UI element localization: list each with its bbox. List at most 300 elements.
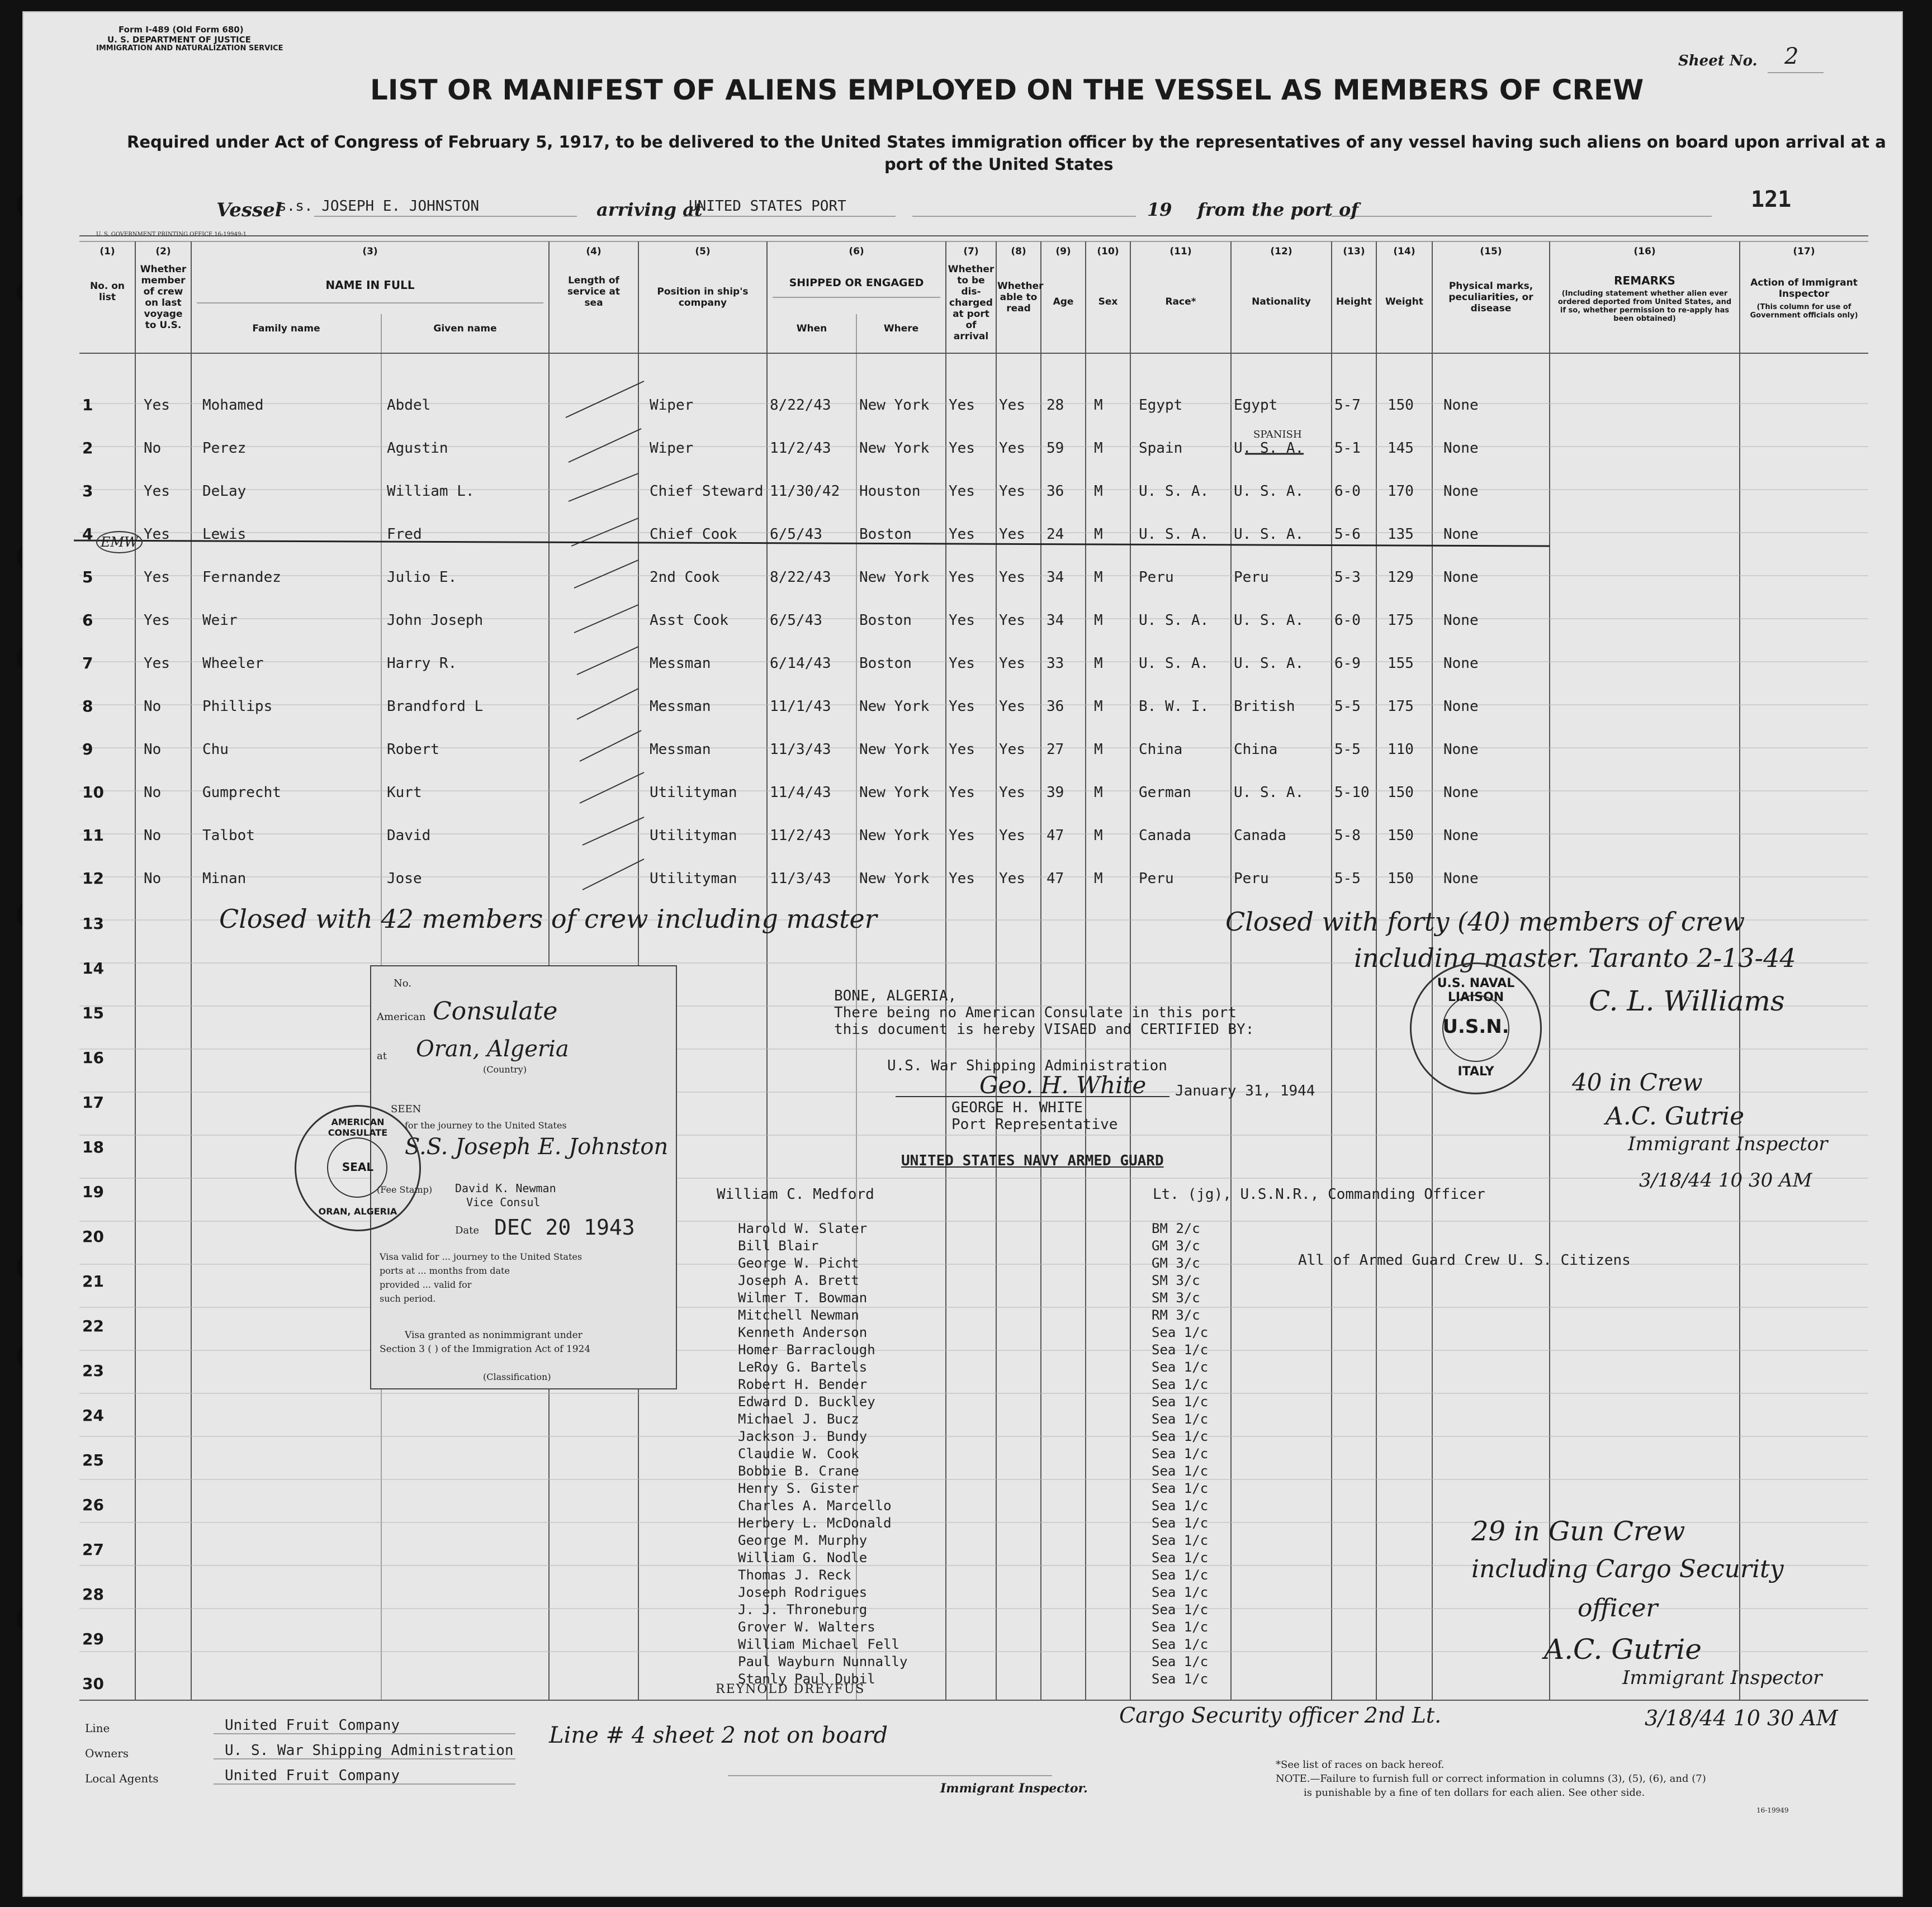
sheet-number: 2 (1784, 44, 1799, 69)
crew-cell-family: Talbot (202, 827, 255, 844)
crew-cell-weight: 145 (1388, 440, 1414, 457)
crew-cell-family: Lewis (202, 526, 247, 543)
crew-cell-marks: None (1443, 612, 1479, 629)
crew-cell-race: Egypt (1139, 397, 1183, 414)
col-7-num: (7) (963, 246, 979, 257)
col-10-label: Sex (1098, 296, 1118, 307)
crew-cell-race: Peru (1139, 569, 1174, 586)
crew-cell-sex: M (1094, 440, 1103, 457)
line-number: 29 (82, 1630, 104, 1648)
crew-cell-read: Yes (999, 784, 1025, 801)
armed-guard-member-rank: SM 3/c (1152, 1273, 1200, 1288)
armed-guard-member-name: Kenneth Anderson (738, 1325, 868, 1340)
armed-guard-member-name: Claudie W. Cook (738, 1446, 859, 1462)
visa-city-handwritten: Oran, Algeria (416, 1036, 569, 1062)
crew-cell-where: New York (859, 440, 930, 457)
col-8-num: (8) (1011, 246, 1026, 257)
crew-cell-read: Yes (999, 612, 1025, 629)
crew-cell-age: 34 (1046, 569, 1064, 586)
inspector-signature-2: A.C. Gutrie (1544, 1633, 1702, 1666)
visa-signer-title: Vice Consul (466, 1196, 541, 1209)
crew-cell-given: Fred (387, 526, 422, 543)
footer-owners-value: U. S. War Shipping Administration (225, 1742, 514, 1759)
crew-cell-marks: None (1443, 526, 1479, 543)
col-13-label: Height (1336, 296, 1372, 307)
crew-cell-given: William L. (387, 483, 475, 500)
armed-guard-member-name: Robert H. Bender (738, 1377, 868, 1392)
initials-mark: EMW (96, 531, 143, 553)
white-signature: Geo. H. White (979, 1071, 1147, 1099)
col-12-label: Nationality (1252, 296, 1311, 307)
naval-liaison-stamp (1410, 962, 1542, 1094)
armed-guard-member-name: Edward D. Buckley (738, 1394, 875, 1410)
armed-guard-member-rank: Sea 1/c (1152, 1446, 1209, 1462)
armed-guard-member-rank: GM 3/c (1152, 1238, 1200, 1254)
footer-line-label: Line (85, 1721, 110, 1735)
armed-guard-member-name: J. J. Throneburg (738, 1602, 868, 1617)
department: U. S. DEPARTMENT OF JUSTICE (107, 35, 251, 45)
crew-cell-read: Yes (999, 827, 1025, 844)
col-6-where: Where (883, 323, 919, 334)
crew-cell-when: 11/2/43 (770, 827, 831, 844)
footer-owners-label: Owners (85, 1747, 129, 1760)
col-11-label: Race* (1165, 296, 1196, 307)
crew-cell-where: New York (859, 698, 930, 715)
crew-cell-height: 5-8 (1334, 827, 1361, 844)
armed-guard-member-name: Mitchell Newman (738, 1307, 859, 1323)
crew-cell-height: 5-1 (1334, 440, 1361, 457)
crew-cell-age: 27 (1046, 741, 1064, 758)
col-3-num: (3) (362, 246, 378, 257)
crew-cell-read: Yes (999, 870, 1025, 887)
crew-cell-given: Robert (387, 741, 439, 758)
crew-cell-discharged: Yes (949, 483, 975, 500)
crew-cell-given: David (387, 827, 431, 844)
crew-cell-sex: M (1094, 827, 1103, 844)
crew-cell-age: 47 (1046, 827, 1064, 844)
crew-cell-given: Brandford L (387, 698, 484, 715)
bone-line3: this document is hereby VISAED and CERTIFIED BY: (834, 1021, 1254, 1038)
cargo-security-note: Cargo Security officer 2nd Lt. (1119, 1703, 1442, 1728)
crew-cell-position: Messman (650, 655, 711, 672)
visa-date-label: Date (455, 1225, 480, 1236)
crew-cell-no: 7 (82, 654, 93, 672)
armed-guard-member-name: Michael J. Bucz (738, 1411, 859, 1427)
armed-guard-member-name: Thomas J. Reck (738, 1567, 851, 1583)
inspector-time-1: 3/18/44 10 30 AM (1639, 1169, 1812, 1192)
crew-cell-position: Messman (650, 741, 711, 758)
crew-cell-when: 6/14/43 (770, 655, 831, 672)
crew-cell-last-voyage: No (144, 784, 162, 801)
crew-cell-discharged: Yes (949, 612, 975, 629)
crew-cell-where: New York (859, 569, 930, 586)
crew-cell-nationality: Canada (1234, 827, 1286, 844)
crew-cell-where: Houston (859, 483, 921, 500)
subtitle-line1: Required under Act of Congress of February 5, 1917, to be delivered to the United States immigration officer by the representatives of any vessel having such aliens on board upon arrival at a (127, 132, 1886, 151)
crew-cell-family: Wheeler (202, 655, 264, 672)
crew-cell-when: 11/1/43 (770, 698, 831, 715)
col-2-num: (2) (155, 246, 171, 257)
col-9-num: (9) (1055, 246, 1071, 257)
armed-guard-member-rank: Sea 1/c (1152, 1602, 1209, 1617)
crew-cell-where: New York (859, 827, 930, 844)
line-number: 22 (82, 1317, 104, 1335)
crew-cell-position: Utilityman (650, 784, 737, 801)
crew-cell-last-voyage: No (144, 741, 162, 758)
crew-cell-marks: None (1443, 397, 1479, 414)
crew-cell-marks: None (1443, 741, 1479, 758)
crew-cell-family: Perez (202, 440, 247, 457)
crew-cell-last-voyage: Yes (144, 483, 170, 500)
crew-cell-read: Yes (999, 526, 1025, 543)
armed-guard-member-name: Bill Blair (738, 1238, 819, 1254)
visa-no-label: No. (394, 978, 411, 989)
col-3-given: Given name (433, 323, 497, 334)
footer-agents-label: Local Agents (85, 1772, 159, 1785)
crew-cell-discharged: Yes (949, 397, 975, 414)
footer-agents-value: United Fruit Company (225, 1767, 400, 1784)
crew-cell-no: 12 (82, 869, 104, 888)
arriving-label: arriving at (596, 199, 703, 220)
crew-cell-height: 6-0 (1334, 612, 1361, 629)
crew-cell-nationality: U. S. A. (1234, 784, 1304, 801)
line-number: 23 (82, 1362, 104, 1380)
footer-form-code: 16-19949 (1756, 1806, 1789, 1814)
armed-guard-member-rank: Sea 1/c (1152, 1654, 1209, 1669)
crew-cell-read: Yes (999, 440, 1025, 457)
crew-cell-age: 36 (1046, 698, 1064, 715)
crew-cell-no: 8 (82, 697, 93, 715)
crew-cell-nationality: British (1234, 698, 1295, 715)
crew-cell-height: 5-6 (1334, 526, 1361, 543)
line-number: 15 (82, 1004, 104, 1022)
armed-guard-member-name: Joseph A. Brett (738, 1273, 859, 1288)
armed-guard-member-name: Joseph Rodrigues (738, 1585, 868, 1600)
visa-signer: David K. Newman (455, 1182, 556, 1195)
crew-cell-sex: M (1094, 870, 1103, 887)
subtitle-line2: port of the United States (884, 155, 1114, 174)
crew-cell-where: New York (859, 397, 930, 414)
crew-cell-weight: 150 (1388, 784, 1414, 801)
crew-cell-nationality: U. S. A. (1234, 440, 1304, 457)
crew-cell-position: 2nd Cook (650, 569, 720, 586)
armed-guard-member-rank: Sea 1/c (1152, 1325, 1209, 1340)
armed-guard-member-rank: SM 3/c (1152, 1290, 1200, 1306)
crew-cell-discharged: Yes (949, 526, 975, 543)
signature-williams: C. L. Williams (1589, 985, 1785, 1017)
crew-cell-position: Utilityman (650, 827, 737, 844)
col-10-num: (10) (1097, 246, 1119, 257)
col-5-num: (5) (695, 246, 711, 257)
crew-cell-race: Canada (1139, 827, 1191, 844)
gun-crew-line3: officer (1578, 1594, 1658, 1623)
crew-cell-given: Julio E. (387, 569, 457, 586)
armed-guard-member-rank: Sea 1/c (1152, 1498, 1209, 1514)
year-label: 19 (1147, 199, 1172, 220)
armed-guard-member-rank: Sea 1/c (1152, 1394, 1209, 1410)
crew-cell-family: Fernandez (202, 569, 281, 586)
armed-guard-member-name: LeRoy G. Bartels (738, 1359, 868, 1375)
crew-cell-sex: M (1094, 526, 1103, 543)
armed-guard-member-rank: Sea 1/c (1152, 1359, 1209, 1375)
sheet-label: Sheet No. (1678, 53, 1758, 69)
crew-cell-when: 11/3/43 (770, 870, 831, 887)
crew-cell-when: 11/3/43 (770, 741, 831, 758)
visa-fee-stamp: (Fee Stamp) (377, 1184, 433, 1195)
crew-cell-last-voyage: Yes (144, 569, 170, 586)
crew-cell-when: 11/30/42 (770, 483, 840, 500)
col-8-label: Whether able to read (997, 281, 1044, 314)
armed-guard-member-rank: Sea 1/c (1152, 1377, 1209, 1392)
gun-crew-line2: including Cargo Security (1471, 1555, 1784, 1583)
printing-office: U. S. GOVERNMENT PRINTING OFFICE 16-19949-1 (96, 231, 247, 238)
footer-note-1: NOTE.—Failure to furnish full or correct information in columns (3), (5), (6), and (7) (1276, 1773, 1706, 1785)
crew-cell-weight: 175 (1388, 612, 1414, 629)
armed-guard-member-rank: Sea 1/c (1152, 1429, 1209, 1444)
line-number: 20 (82, 1227, 104, 1246)
col-12-num: (12) (1270, 246, 1292, 257)
armed-guard-member-name: Paul Wayburn Nunnally (738, 1654, 908, 1669)
crew-cell-height: 5-3 (1334, 569, 1361, 586)
stamp-top-text: U.S. NAVAL LIAISON (1437, 976, 1515, 1004)
crew-cell-last-voyage: Yes (144, 655, 170, 672)
crew-cell-weight: 170 (1388, 483, 1414, 500)
armed-guard-member-name: Henry S. Gister (738, 1481, 859, 1496)
crew-cell-last-voyage: Yes (144, 397, 170, 414)
service: IMMIGRATION AND NATURALIZATION SERVICE (96, 44, 283, 53)
manifest-sheet (22, 11, 1903, 1897)
crew-cell-height: 5-5 (1334, 870, 1361, 887)
crew-cell-no: 9 (82, 740, 93, 758)
visa-journey-text: for the journey to the United States (405, 1120, 567, 1131)
armed-guard-member-name: Grover W. Walters (738, 1619, 875, 1635)
crew-cell-no: 10 (82, 783, 104, 801)
crew-cell-sex: M (1094, 741, 1103, 758)
armed-guard-member-name: Herbery L. McDonald (738, 1515, 892, 1531)
crew-cell-family: Phillips (202, 698, 273, 715)
crew-cell-age: 34 (1046, 612, 1064, 629)
crew-cell-when: 8/22/43 (770, 397, 831, 414)
crew-cell-given: John Joseph (387, 612, 484, 629)
crew-cell-nationality: China (1234, 741, 1278, 758)
crew-cell-where: Boston (859, 526, 912, 543)
line-number: 14 (82, 959, 104, 978)
crew-cell-race: U. S. A. (1139, 655, 1209, 672)
crew-cell-nationality: Peru (1234, 569, 1269, 586)
bone-name: GEORGE H. WHITE (951, 1099, 1083, 1116)
stamp-center-text: U.S.N. (1442, 1016, 1509, 1038)
line-number: 19 (82, 1183, 104, 1201)
closed-note-right-2: including master. Taranto 2-13-44 (1354, 943, 1796, 973)
line-number: 25 (82, 1451, 104, 1469)
crew-cell-when: 6/5/43 (770, 612, 822, 629)
armed-guard-member-rank: Sea 1/c (1152, 1481, 1209, 1496)
crew-cell-sex: M (1094, 483, 1103, 500)
crew-cell-height: 6-9 (1334, 655, 1361, 672)
crew-cell-height: 5-5 (1334, 698, 1361, 715)
seal-center-text: SEAL (342, 1160, 374, 1174)
footer-inspector-label: Immigrant Inspector. (940, 1781, 1088, 1796)
crew-cell-given: Kurt (387, 784, 422, 801)
consulate-seal (295, 1105, 421, 1231)
armed-guard-member-name: Charles A. Marcello (738, 1498, 892, 1514)
armed-guard-member-rank: BM 2/c (1152, 1221, 1200, 1236)
armed-guard-member-name: George M. Murphy (738, 1533, 868, 1548)
crew-count-note: 40 in Crew (1572, 1069, 1703, 1096)
col-16-label: REMARKS (1614, 274, 1675, 287)
visa-vessel-handwritten: S.S. Joseph E. Johnston (405, 1134, 669, 1160)
col-16-num: (16) (1633, 246, 1656, 257)
col-4-num: (4) (586, 246, 602, 257)
crew-cell-height: 5-10 (1334, 784, 1370, 801)
crew-cell-height: 5-7 (1334, 397, 1361, 414)
col-2-label: Whether member of crew on last voyage to U.S. (140, 264, 187, 331)
crew-cell-age: 28 (1046, 397, 1064, 414)
col-1-num: (1) (100, 246, 115, 257)
crew-cell-sex: M (1094, 698, 1103, 715)
seal-top-text: AMERICAN CONSULATE (328, 1117, 388, 1138)
crew-cell-last-voyage: Yes (144, 526, 170, 543)
col-7-label: Whether to be dis-charged at port of arrival (948, 264, 995, 342)
vessel-value: s.s. JOSEPH E. JOHNSTON (278, 198, 480, 215)
visa-such-period: such period. (380, 1293, 436, 1304)
col-15-label: Physical marks, peculiarities, or disease (1448, 281, 1533, 314)
closed-note-left: Closed with 42 members of crew including master (219, 904, 877, 934)
crew-cell-nationality: U. S. A. (1234, 483, 1304, 500)
bone-title: Port Representative (951, 1116, 1118, 1133)
footer-line-value: United Fruit Company (225, 1717, 400, 1734)
crew-cell-when: 8/22/43 (770, 569, 831, 586)
crew-cell-family: Mohamed (202, 397, 264, 414)
armed-guard-member-rank: RM 3/c (1152, 1307, 1200, 1323)
bone-date: January 31, 1944 (1175, 1083, 1315, 1099)
crew-cell-race: U. S. A. (1139, 612, 1209, 629)
crew-cell-weight: 110 (1388, 741, 1414, 758)
crew-cell-weight: 175 (1388, 698, 1414, 715)
line-number: 30 (82, 1674, 104, 1693)
arriving-value: UNITED STATES PORT (689, 198, 846, 215)
col-9-label: Age (1053, 296, 1074, 307)
crew-cell-position: Chief Steward (650, 483, 764, 500)
crew-cell-discharged: Yes (949, 870, 975, 887)
line-number: 18 (82, 1138, 104, 1156)
vessel-label: Vessel (216, 199, 282, 221)
line-number: 17 (82, 1093, 104, 1112)
crew-cell-where: New York (859, 741, 930, 758)
crew-cell-height: 5-5 (1334, 741, 1361, 758)
col-14-label: Weight (1385, 296, 1423, 307)
footer-races-note: *See list of races on back hereof. (1276, 1759, 1445, 1771)
crew-cell-height: 6-0 (1334, 483, 1361, 500)
line-number: 24 (82, 1406, 104, 1425)
crew-cell-age: 39 (1046, 784, 1064, 801)
crew-cell-given: Agustin (387, 440, 448, 457)
crew-cell-nationality: U. S. A. (1234, 612, 1304, 629)
armed-guard-member-rank: Sea 1/c (1152, 1342, 1209, 1358)
crew-cell-weight: 155 (1388, 655, 1414, 672)
stamp-bottom-text: ITALY (1457, 1065, 1494, 1079)
line-not-on-board-note: Line # 4 sheet 2 not on board (549, 1723, 888, 1748)
crew-cell-no: 11 (82, 826, 104, 845)
visa-country-label: (Country) (483, 1064, 527, 1075)
col-5-label: Position in ship's company (657, 286, 749, 309)
col-3-label: NAME IN FULL (325, 278, 415, 292)
col-17-note: (This column for use of Government officials only) (1750, 303, 1858, 320)
visa-valid-text: Visa valid for ... journey to the United States (380, 1251, 583, 1262)
crew-cell-sex: M (1094, 784, 1103, 801)
visa-nonimmigrant-text: Visa granted as nonimmigrant under (405, 1330, 583, 1341)
crew-cell-nationality: Egypt (1234, 397, 1278, 414)
armed-guard-member-rank: Sea 1/c (1152, 1567, 1209, 1583)
footer-note-2: is punishable by a fine of ten dollars for each alien. See other side. (1304, 1787, 1645, 1799)
crew-cell-weight: 150 (1388, 827, 1414, 844)
crew-cell-family: Weir (202, 612, 238, 629)
inspector-time-2: 3/18/44 10 30 AM (1645, 1706, 1838, 1730)
bone-line1: BONE, ALGERIA, (834, 988, 957, 1004)
crew-cell-when: 6/5/43 (770, 526, 822, 543)
visa-date-stamp: DEC 20 1943 (494, 1215, 635, 1240)
crew-cell-given: Abdel (387, 397, 431, 414)
extra-member-handwritten: REYNOLD DREYFUS (716, 1682, 865, 1696)
crew-cell-given: Jose (387, 870, 422, 887)
col-17-label: Action of Immigrant Inspector (1750, 277, 1858, 300)
col-15-num: (15) (1480, 246, 1502, 257)
crew-cell-sex: M (1094, 612, 1103, 629)
gun-crew-line1: 29 in Gun Crew (1471, 1516, 1685, 1547)
col-1-label: No. on list (89, 281, 125, 303)
crew-cell-position: Messman (650, 698, 711, 715)
crew-cell-discharged: Yes (949, 741, 975, 758)
crew-cell-marks: None (1443, 784, 1479, 801)
armed-guard-member-name: William G. Nodle (738, 1550, 868, 1566)
crew-cell-family: DeLay (202, 483, 247, 500)
crew-cell-marks: None (1443, 870, 1479, 887)
page-title: LIST OR MANIFEST OF ALIENS EMPLOYED ON THE VESSEL AS MEMBERS OF CREW (370, 74, 1644, 106)
crew-cell-weight: 135 (1388, 526, 1414, 543)
visa-seen-label: SEEN (391, 1103, 422, 1115)
bone-line2: There being no American Consulate in this port (834, 1004, 1237, 1021)
crew-cell-no: 3 (82, 482, 93, 500)
crew-cell-nationality: U. S. A. (1234, 526, 1304, 543)
crew-cell-where: New York (859, 784, 930, 801)
crew-cell-age: 47 (1046, 870, 1064, 887)
inspector-title-2: Immigrant Inspector (1622, 1667, 1822, 1689)
crew-cell-family: Gumprecht (202, 784, 281, 801)
crew-cell-where: Boston (859, 612, 912, 629)
crew-cell-age: 36 (1046, 483, 1064, 500)
armed-guard-member-rank: Sea 1/c (1152, 1411, 1209, 1427)
crew-cell-marks: None (1443, 655, 1479, 672)
armed-guard-member-rank: Sea 1/c (1152, 1515, 1209, 1531)
crew-cell-position: Asst Cook (650, 612, 728, 629)
line-number: 28 (82, 1585, 104, 1604)
crew-cell-read: Yes (999, 483, 1025, 500)
crew-cell-last-voyage: No (144, 827, 162, 844)
bone-agency: U.S. War Shipping Administration (887, 1057, 1167, 1074)
armed-guard-member-name: William Michael Fell (738, 1636, 899, 1652)
crew-cell-weight: 150 (1388, 397, 1414, 414)
crew-cell-position: Chief Cook (650, 526, 737, 543)
crew-cell-marks: None (1443, 698, 1479, 715)
armed-guard-member-rank: Sea 1/c (1152, 1550, 1209, 1566)
line-number: 27 (82, 1540, 104, 1559)
crew-cell-read: Yes (999, 397, 1025, 414)
visa-american-label: American (377, 1011, 426, 1023)
armed-guard-member-name: Bobbie B. Crane (738, 1463, 859, 1479)
armed-guard-member-name: Stanly Paul Dubil (738, 1671, 875, 1687)
page-number: 121 (1751, 187, 1792, 212)
crew-cell-nationality: Peru (1234, 870, 1269, 887)
